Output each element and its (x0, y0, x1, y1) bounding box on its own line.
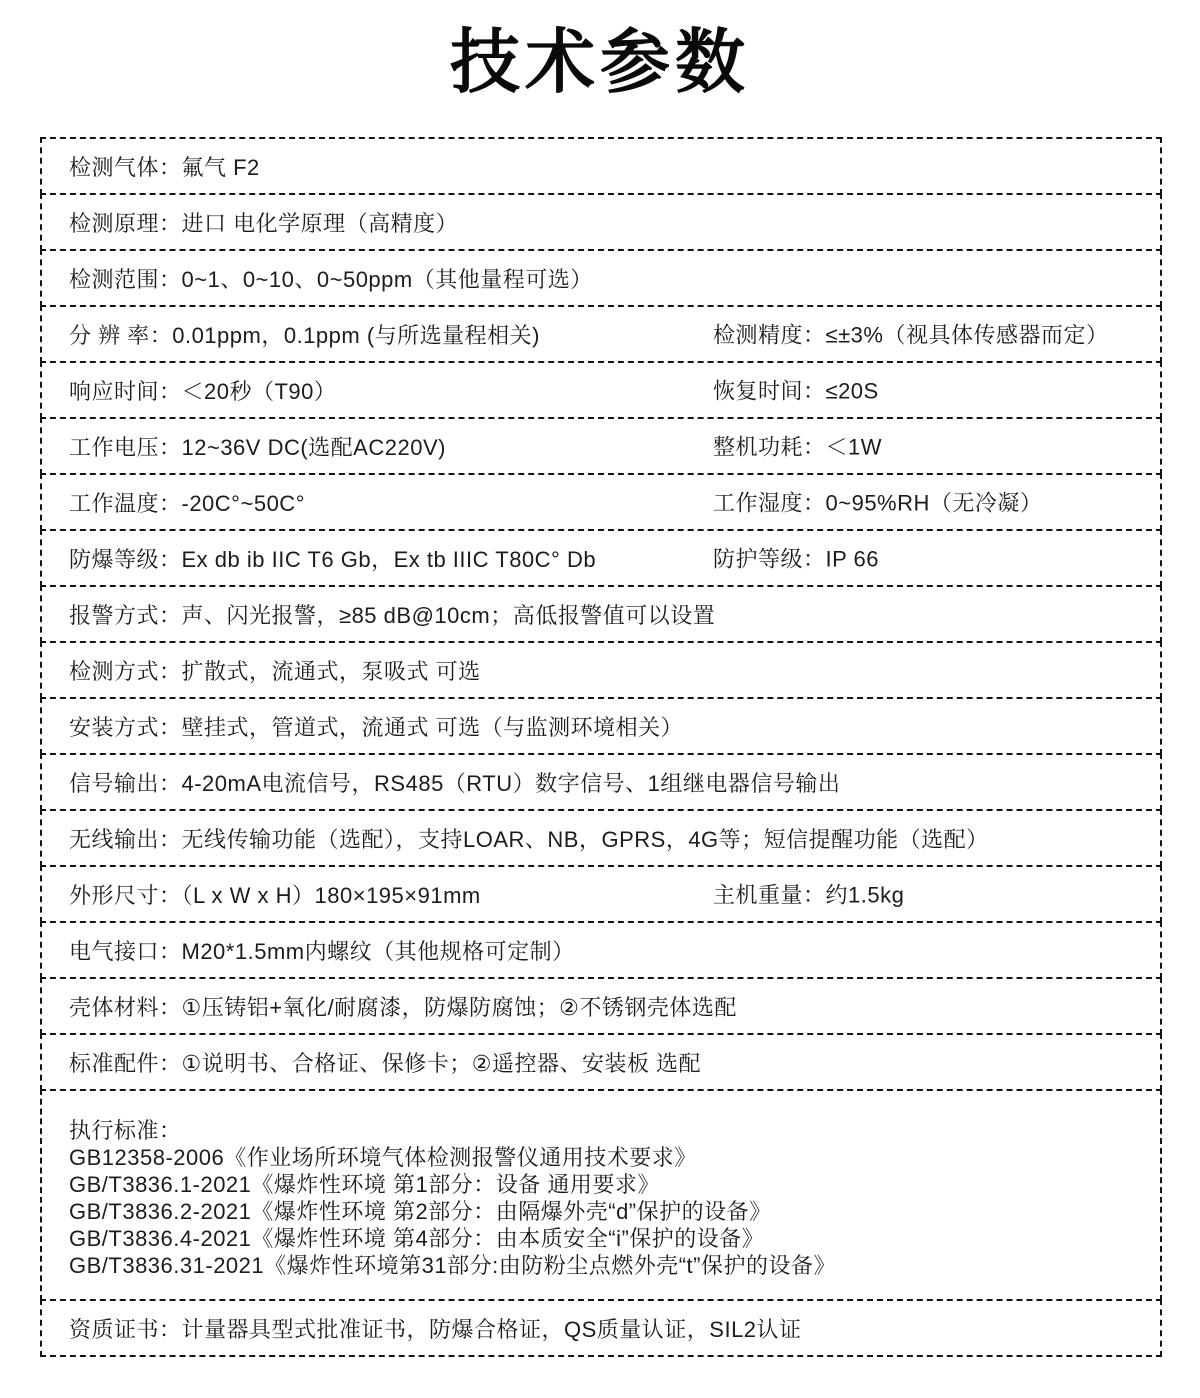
spec-text: 信号输出：4-20mA电流信号，RS485（RTU）数字信号、1组继电器信号输出 (69, 770, 841, 796)
spec-text: 标准配件：①说明书、合格证、保修卡；②遥控器、安装板 选配 (69, 1050, 702, 1076)
spec-text-left: 响应时间：＜20秒（T90） (69, 378, 337, 404)
row-certificates (40, 1299, 1162, 1357)
standard-item: GB/T3836.2-2021《爆炸性环境 第2部分：由隔爆外壳“d”保护的设备》 (69, 1199, 772, 1224)
spec-text-right: 防护等级：IP 66 (713, 546, 879, 572)
row-install-mode (40, 697, 1162, 755)
spec-text-left: 外形尺寸：（L x W x H）180×195×91mm (69, 882, 481, 908)
spec-text: 安装方式：壁挂式，管道式，流通式 可选（与监测环境相关） (69, 714, 684, 740)
spec-text: 电气接口：M20*1.5mm内螺纹（其他规格可定制） (69, 938, 575, 964)
spec-text: 检测气体：氟气 F2 (69, 154, 260, 180)
row-explosion-ip (40, 529, 1162, 587)
spec-text: 壳体材料：①压铸铝+氧化/耐腐漆，防爆防腐蚀；②不锈钢壳体选配 (69, 994, 737, 1020)
standards-heading: 执行标准： (69, 1118, 182, 1143)
row-dimensions-weight (40, 865, 1162, 923)
spec-text-left: 分 辨 率：0.01ppm，0.1ppm (与所选量程相关) (69, 322, 540, 348)
row-detect-range (40, 249, 1162, 307)
row-resolution-accuracy (40, 305, 1162, 363)
spec-text-left: 工作温度：-20C°~50C° (69, 490, 305, 516)
spec-text: 检测原理：进口 电化学原理（高精度） (69, 210, 459, 236)
standard-item: GB/T3836.4-2021《爆炸性环境 第4部分：由本质安全“i”保护的设备》 (69, 1226, 765, 1251)
row-standard-accessories (40, 1033, 1162, 1091)
standard-item: GB/T3836.31-2021《爆炸性环境第31部分:由防粉尘点燃外壳“t”保护的设备》 (69, 1253, 836, 1278)
row-electrical-interface (40, 921, 1162, 979)
row-response-recovery (40, 361, 1162, 419)
row-detect-mode (40, 641, 1162, 699)
spec-text: 检测范围：0~1、0~10、0~50ppm（其他量程可选） (69, 266, 593, 292)
spec-text: 检测方式：扩散式，流通式，泵吸式 可选 (69, 658, 481, 684)
row-signal-output (40, 753, 1162, 811)
spec-text: 资质证书：计量器具型式批准证书，防爆合格证，QS质量认证，SIL2认证 (69, 1316, 802, 1342)
row-standards (40, 1089, 1162, 1301)
row-detect-principle (40, 193, 1162, 251)
spec-text-right: 主机重量：约1.5kg (713, 882, 905, 908)
row-housing-material (40, 977, 1162, 1035)
standard-item: GB/T3836.1-2021《爆炸性环境 第1部分：设备 通用要求》 (69, 1172, 660, 1197)
spec-table (40, 137, 1162, 1357)
spec-text-left: 工作电压：12~36V DC(选配AC220V) (69, 434, 446, 460)
spec-text-right: 整机功耗：＜1W (713, 434, 883, 460)
row-alarm-mode (40, 585, 1162, 643)
page-title: 技术参数 (450, 23, 750, 101)
row-detect-gas (40, 137, 1162, 195)
spec-text-right: 恢复时间：≤20S (713, 378, 879, 404)
spec-text-right: 工作湿度：0~95%RH（无冷凝） (713, 490, 1043, 516)
spec-text: 无线输出：无线传输功能（选配），支持LOAR、NB，GPRS，4G等；短信提醒功能（选配） (69, 826, 989, 852)
row-wireless-output (40, 809, 1162, 867)
spec-text: 报警方式：声、闪光报警，≥85 dB@10cm；高低报警值可以设置 (69, 602, 716, 628)
spec-text-right: 检测精度：≤±3%（视具体传感器而定） (713, 322, 1109, 348)
spec-text-left: 防爆等级：Ex db ib IIC T6 Gb，Ex tb IIIC T80C° Db (69, 546, 597, 572)
row-voltage-power (40, 417, 1162, 475)
standard-item: GB12358-2006《作业场所环境气体检测报警仪通用技术要求》 (69, 1145, 697, 1170)
row-temperature-humidity (40, 473, 1162, 531)
